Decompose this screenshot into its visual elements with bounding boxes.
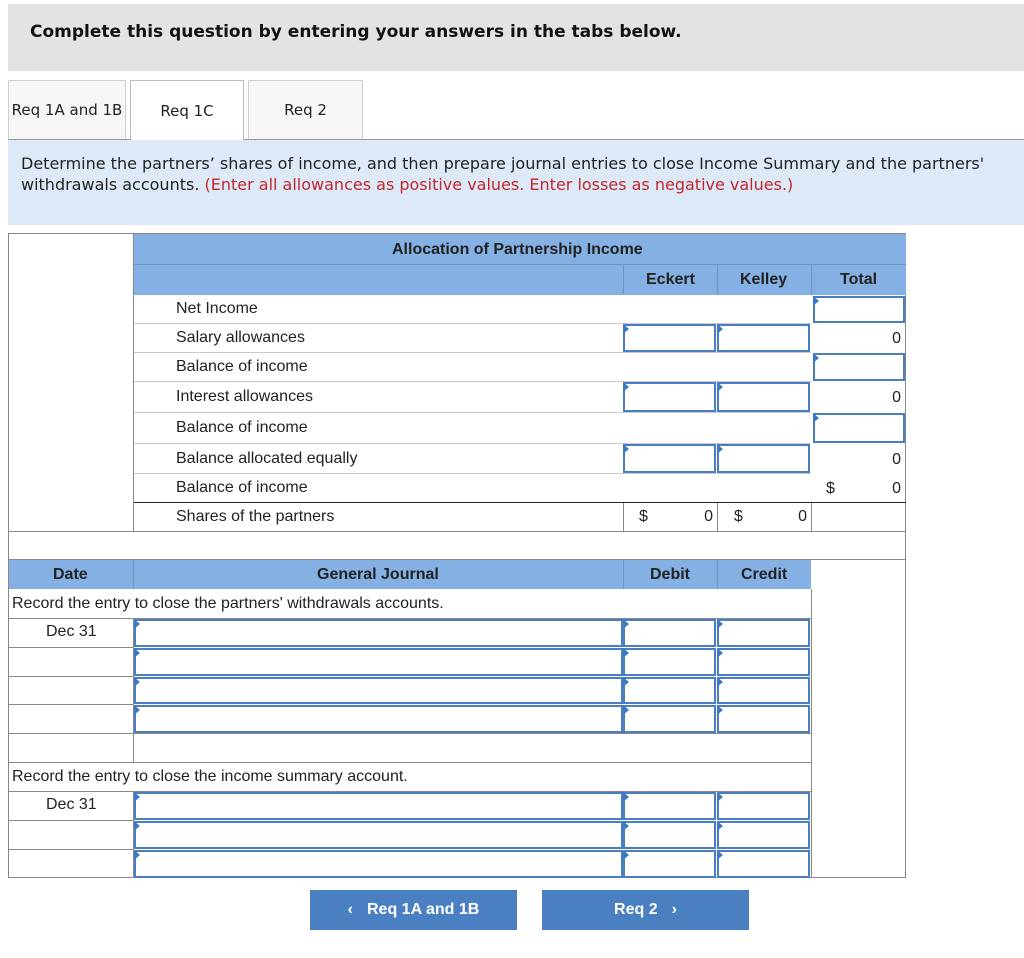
entry-1-date: Dec 31 [46, 623, 97, 640]
divider [134, 502, 906, 503]
row-label: Salary allowances [176, 329, 305, 346]
journal-5-debit-input[interactable] [623, 792, 716, 820]
answer-grid [8, 233, 906, 878]
equal-total-value: 0 [892, 451, 901, 468]
journal-5-account-input[interactable] [134, 792, 623, 820]
divider [717, 264, 718, 295]
entry-1-title: Record the entry to close the partners' withdrawals accounts. [12, 595, 444, 612]
divider [9, 820, 134, 821]
entry-2-date: Dec 31 [46, 796, 97, 813]
net-income-total-input[interactable] [813, 296, 905, 323]
divider [717, 560, 718, 589]
journal-2-credit-input[interactable] [717, 648, 810, 676]
journal-5-credit-input[interactable] [717, 792, 810, 820]
row-label: Balance of income [176, 419, 308, 436]
interest-total-value: 0 [892, 389, 901, 406]
row-label: Balance of income [176, 358, 308, 375]
tab-label: Req 1C [160, 101, 214, 120]
divider [134, 473, 811, 474]
column-eckert: Eckert [646, 271, 695, 288]
divider [134, 352, 811, 353]
divider [134, 412, 811, 413]
instructions-note: (Enter all allowances as positive values. Enter losses as negative values.) [204, 175, 794, 194]
journal-1-debit-input[interactable] [623, 619, 716, 647]
question-header-text: Complete this question by entering your answers in the tabs below. [30, 22, 682, 42]
chevron-left-icon: ‹ [347, 901, 353, 918]
instructions-panel [8, 140, 1024, 225]
row-label: Balance of income [176, 479, 308, 496]
column-kelley: Kelley [740, 271, 788, 288]
divider [9, 531, 906, 532]
divider [9, 733, 811, 734]
row-label: Interest allowances [176, 388, 313, 405]
journal-3-debit-input[interactable] [623, 677, 716, 704]
interest-eckert-input[interactable] [623, 382, 716, 412]
entry-2-title: Record the entry to close the income summary account. [12, 768, 408, 785]
journal-4-account-input[interactable] [134, 705, 623, 733]
journal-7-credit-input[interactable] [717, 850, 810, 878]
prev-req-button[interactable] [310, 890, 517, 930]
chevron-right-icon: › [671, 901, 677, 918]
prev-button-label: Req 1A and 1B [367, 901, 480, 918]
instructions-text [21, 153, 1021, 195]
currency-symbol: $ [734, 508, 743, 525]
journal-4-debit-input[interactable] [623, 705, 716, 733]
row-label: Net Income [176, 300, 258, 317]
divider [133, 560, 134, 589]
balance-3-total-value: 0 [892, 480, 901, 497]
tab-req-1c[interactable] [130, 80, 244, 140]
allocation-title: Allocation of Partnership Income [392, 241, 643, 258]
journal-1-account-input[interactable] [134, 619, 623, 647]
interest-kelley-input[interactable] [717, 382, 810, 412]
journal-7-account-input[interactable] [134, 850, 623, 878]
row-label: Shares of the partners [176, 508, 335, 525]
tab-req-2[interactable] [248, 80, 363, 139]
currency-symbol: $ [639, 508, 648, 525]
tab-req-1a-1b[interactable] [8, 80, 126, 139]
divider [9, 849, 134, 850]
divider [811, 503, 812, 531]
salary-kelley-input[interactable] [717, 324, 810, 352]
journal-2-debit-input[interactable] [623, 648, 716, 676]
divider [9, 647, 134, 648]
journal-6-debit-input[interactable] [623, 821, 716, 849]
journal-1-credit-input[interactable] [717, 619, 810, 647]
tab-label: Req 1A and 1B [11, 101, 123, 119]
shares-kelley-value: 0 [798, 508, 807, 525]
divider [623, 560, 624, 589]
question-header [8, 4, 1024, 71]
divider [134, 264, 906, 265]
balance-2-total-input[interactable] [813, 413, 905, 443]
divider [811, 264, 812, 295]
salary-eckert-input[interactable] [623, 324, 716, 352]
column-total: Total [840, 271, 878, 288]
salary-total-value: 0 [892, 330, 901, 347]
balance-1-total-input[interactable] [813, 353, 905, 381]
divider [623, 264, 624, 295]
instructions-main: Determine the partners’ shares of income, and then prepare journal entries to close Income Summary and the partners' withdrawals accounts. [21, 154, 985, 194]
journal-6-credit-input[interactable] [717, 821, 810, 849]
equal-kelley-input[interactable] [717, 444, 810, 473]
divider [9, 704, 134, 705]
journal-7-debit-input[interactable] [623, 850, 716, 878]
column-credit: Credit [741, 566, 788, 583]
column-debit: Debit [650, 566, 690, 583]
shares-eckert-value: 0 [704, 508, 713, 525]
equal-eckert-input[interactable] [623, 444, 716, 473]
tab-label: Req 2 [284, 101, 327, 119]
journal-3-account-input[interactable] [134, 677, 623, 704]
next-button-label: Req 2 [614, 901, 658, 918]
divider [9, 676, 134, 677]
journal-4-credit-input[interactable] [717, 705, 810, 733]
divider [9, 762, 811, 763]
column-date: Date [53, 566, 88, 583]
journal-2-account-input[interactable] [134, 648, 623, 676]
row-label: Balance allocated equally [176, 450, 358, 467]
divider [811, 589, 812, 878]
currency-symbol: $ [826, 480, 835, 497]
journal-3-credit-input[interactable] [717, 677, 810, 704]
column-general-journal: General Journal [317, 566, 439, 583]
journal-6-account-input[interactable] [134, 821, 623, 849]
divider [133, 234, 134, 531]
next-req-button[interactable] [542, 890, 749, 930]
